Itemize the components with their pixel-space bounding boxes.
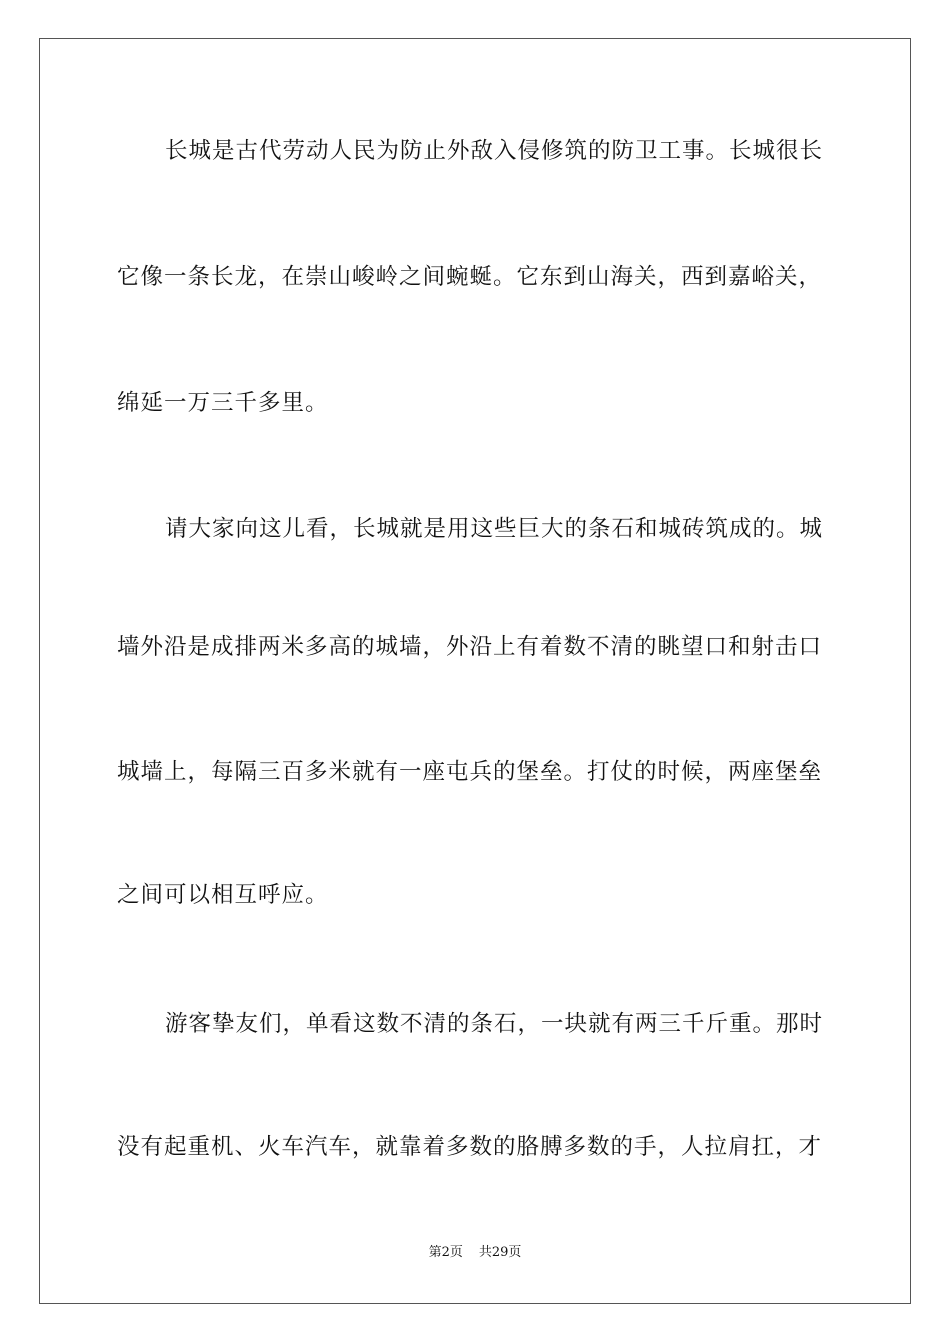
page-footer [0,1244,950,1262]
paragraph-1-line-2: 它像一条长龙，在崇山峻岭之间蜿蜒。它东到山海关，西到嘉峪关， [117,264,823,290]
paragraph-1-line-1: 长城是古代劳动人民为防止外敌入侵修筑的防卫工事。长城很长 [165,138,824,164]
paragraph-2-line-1: 请大家向这儿看，长城就是用这些巨大的条石和城砖筑成的。城 [165,516,824,542]
paragraph-2-line-3: 城墙上，每隔三百多米就有一座屯兵的堡垒。打仗的时候，两座堡垒 [117,759,823,785]
paragraph-1-line-3: 绵延一万三千多里。 [117,390,329,416]
page-border [39,38,911,1304]
paragraph-3-line-2: 没有起重机、火车汽车，就靠着多数的胳膊多数的手，人拉肩扛，才 [117,1134,823,1160]
paragraph-2-line-4: 之间可以相互呼应。 [117,882,329,908]
page-total: 共29页 [478,1245,522,1260]
page-number: 第2页 [428,1245,463,1260]
paragraph-2-line-2: 墙外沿是成排两米多高的城墙，外沿上有着数不清的眺望口和射击口 [117,634,823,660]
paragraph-3-line-1: 游客挚友们，单看这数不清的条石，一块就有两三千斤重。那时 [165,1011,824,1037]
